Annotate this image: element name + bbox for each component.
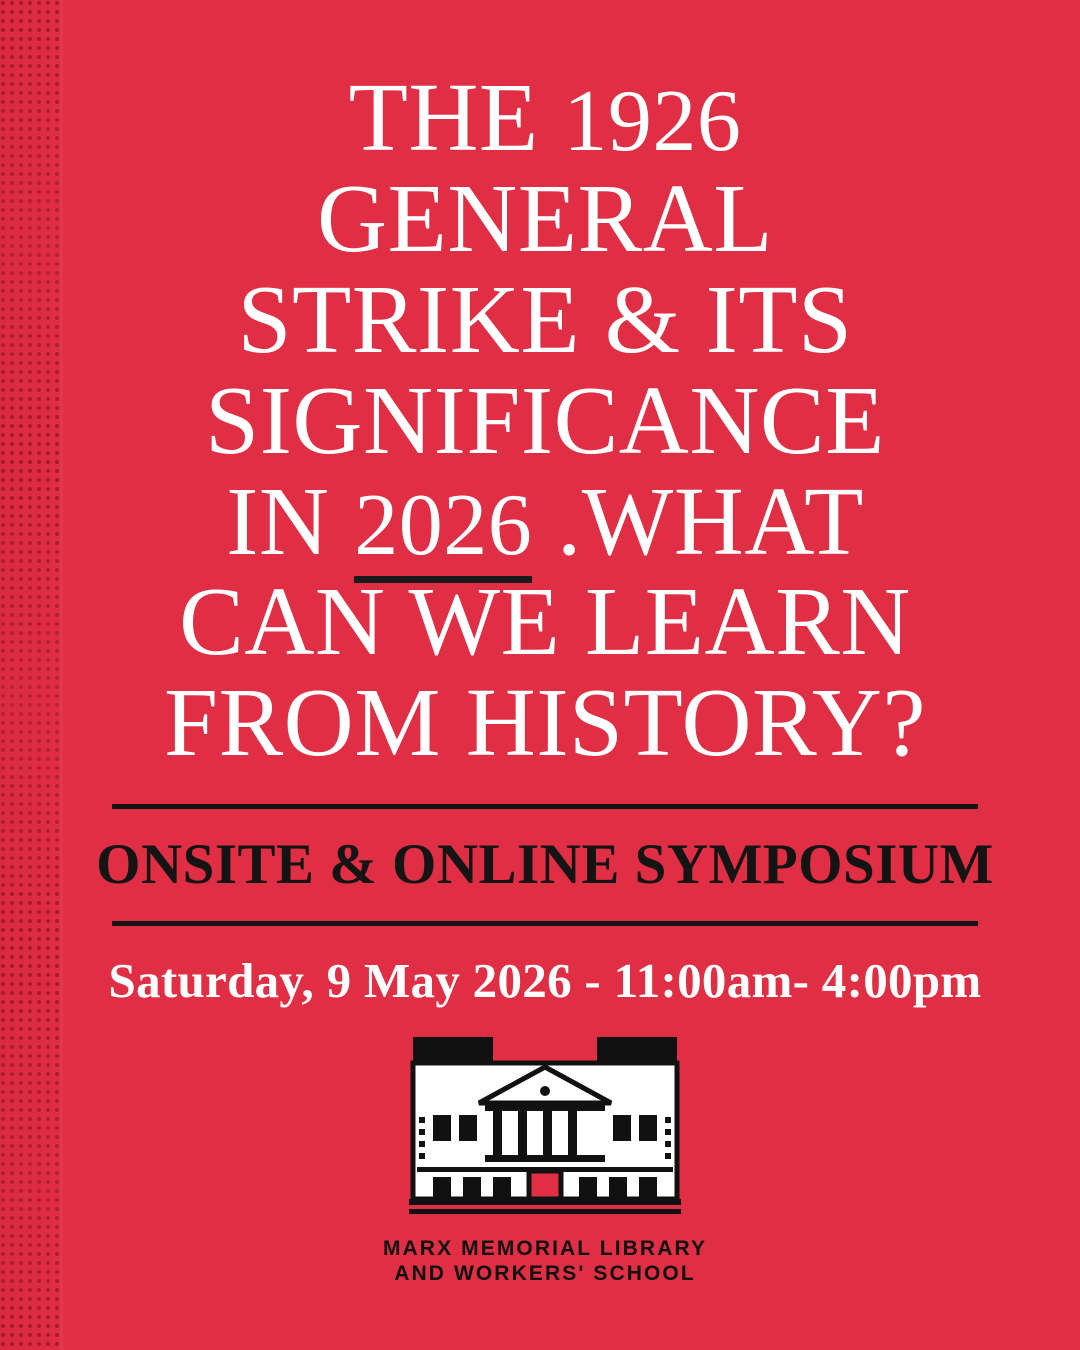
logo-caption bbox=[383, 1237, 707, 1287]
page-title bbox=[70, 0, 1020, 777]
headline-line-4: SIGNIFICANCE bbox=[205, 366, 885, 474]
headline-year-1926: 1926 bbox=[563, 73, 742, 170]
headline-line-2: GENERAL bbox=[316, 164, 774, 272]
event-datetime: Saturday, 9 May 2026 - 11:00am- 4:00pm bbox=[108, 952, 982, 1008]
headline-line-5-suffix: .WHAT bbox=[532, 467, 864, 575]
logo-caption-line-2: AND WORKERS' SCHOOL bbox=[394, 1261, 696, 1285]
headline-line-6: CAN WE LEARN bbox=[179, 568, 911, 676]
headline-line-1-prefix: THE bbox=[348, 64, 564, 171]
event-subtitle: ONSITE & ONLINE SYMPOSIUM bbox=[96, 833, 994, 897]
marx-memorial-library-building-icon bbox=[405, 1031, 685, 1231]
headline-year-2026: 2026 bbox=[354, 477, 532, 583]
headline-line-7: FROM HISTORY? bbox=[164, 669, 926, 777]
headline-line-5-prefix: IN bbox=[226, 467, 355, 575]
headline-line-3: STRIKE & ITS bbox=[237, 265, 853, 373]
logo-caption-line-1: MARX MEMORIAL LIBRARY bbox=[382, 1236, 708, 1260]
logo bbox=[70, 1031, 1020, 1287]
